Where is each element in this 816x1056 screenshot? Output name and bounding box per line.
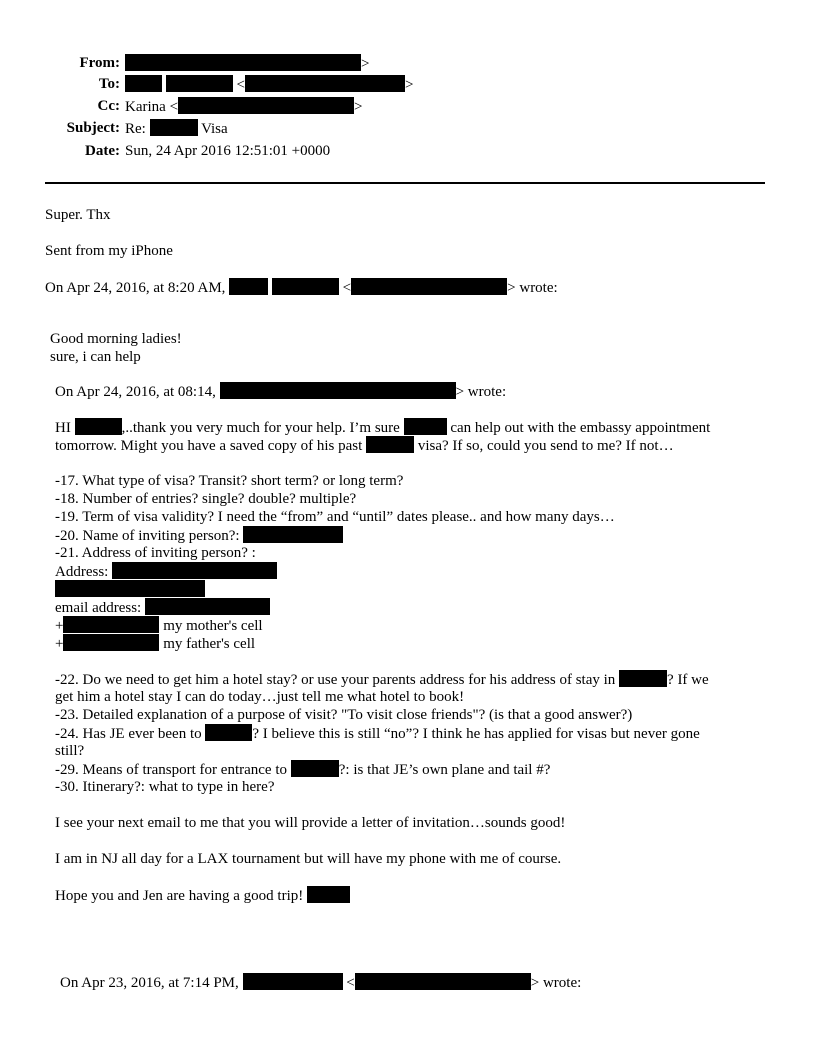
mother-cell-text: my mother's cell	[163, 618, 263, 634]
quote-prefix: On Apr 24, 2016, at 8:20 AM,	[45, 280, 226, 296]
header-divider	[45, 182, 765, 184]
question-22-cont: get him a hotel stay I can do today…just tell me what hotel to book!	[55, 689, 465, 705]
subject-value	[125, 119, 228, 138]
paragraph-trip	[55, 886, 350, 905]
cc-value: Karina < >	[125, 99, 363, 115]
question-23: -23. Detailed explanation of a purpose of visit? "To visit close friends"? (is that a good answer?)	[55, 707, 633, 723]
redaction	[125, 54, 361, 71]
from-value: >	[125, 54, 369, 73]
q22-text: -22. Do we need to get him a hotel stay? or use your parents address for his address of stay in	[55, 672, 616, 688]
cc-name: Karina	[125, 99, 166, 115]
reply-text: Super. Thx	[45, 207, 111, 223]
question-20	[55, 526, 343, 545]
mother-cell-line	[55, 616, 263, 635]
plus-sign: +	[55, 636, 64, 652]
q20-text: -20. Name of inviting person?:	[55, 528, 240, 544]
address-line	[55, 562, 277, 581]
question-22	[55, 670, 709, 689]
trip-text: Hope you and Jen are having a good trip!	[55, 888, 304, 904]
tomorrow-text: tomorrow. Might you have a saved copy of his past	[55, 438, 363, 454]
email-label: email address:	[55, 600, 142, 616]
father-cell-line	[55, 634, 255, 653]
address-line-2	[55, 580, 205, 599]
hi-line	[55, 418, 710, 437]
email-line	[55, 598, 270, 617]
redaction	[178, 97, 354, 114]
tomorrow-line	[55, 436, 674, 455]
signature: Sent from my iPhone	[45, 243, 173, 259]
redaction	[220, 382, 456, 399]
redaction	[63, 616, 159, 633]
q29-rest: ?: is that JE’s own plane and tail #?	[338, 762, 551, 778]
redaction	[355, 973, 531, 990]
hi-rest: ,..thank you very much for your help. I’m sure	[121, 420, 400, 436]
paragraph-tournament: I am in NJ all day for a LAX tournament but will have my phone with me of course.	[55, 851, 562, 867]
redaction	[125, 75, 162, 92]
wrote-text: wrote:	[467, 384, 507, 400]
subject-suffix: Visa	[201, 121, 228, 137]
cc-label: Cc:	[97, 98, 120, 114]
redaction	[150, 119, 198, 136]
redaction	[112, 562, 277, 579]
subject-prefix: Re:	[125, 121, 146, 137]
redaction	[291, 760, 339, 777]
redaction	[366, 436, 414, 453]
redaction	[55, 580, 205, 597]
redaction	[243, 973, 343, 990]
redaction	[229, 278, 268, 295]
redaction	[205, 724, 252, 741]
help-line: sure, i can help	[50, 349, 141, 365]
quote-header-3: On Apr 23, 2016, at 7:14 PM, < > wrote:	[60, 975, 582, 991]
quote-prefix: On Apr 23, 2016, at 7:14 PM,	[60, 975, 239, 991]
redaction	[404, 418, 447, 435]
quote-header-1: On Apr 24, 2016, at 8:20 AM, < > wrote:	[45, 280, 558, 296]
father-cell-text: my father's cell	[163, 636, 256, 652]
address-label: Address:	[55, 564, 109, 580]
question-21: -21. Address of inviting person? :	[55, 545, 256, 561]
q22-rest: ? If we	[667, 672, 709, 688]
to-label: To:	[98, 76, 120, 92]
question-18: -18. Number of entries? single? double? multiple?	[55, 491, 357, 507]
wrote-text: wrote:	[519, 280, 558, 296]
redaction	[75, 418, 122, 435]
wrote-text: wrote:	[542, 975, 582, 991]
from-label: From:	[79, 55, 120, 71]
question-24	[55, 724, 700, 743]
redaction	[272, 278, 339, 295]
hi-rest2: can help out with the embassy appointment	[450, 420, 711, 436]
quote-prefix: On Apr 24, 2016, at 08:14,	[55, 384, 216, 400]
q29-text: -29. Means of transport for entrance to	[55, 762, 288, 778]
question-29	[55, 760, 550, 779]
question-17: -17. What type of visa? Transit? short term? or long term?	[55, 473, 404, 489]
redaction	[307, 886, 350, 903]
quote-header-2: On Apr 24, 2016, at 08:14, > wrote:	[55, 384, 507, 400]
hi-text: HI	[55, 420, 71, 436]
redaction	[145, 598, 270, 615]
greeting: Good morning ladies!	[50, 331, 182, 347]
paragraph-invitation: I see your next email to me that you will provide a letter of invitation…sounds good!	[55, 815, 566, 831]
redaction	[619, 670, 667, 687]
redaction	[245, 75, 405, 92]
question-30: -30. Itinerary?: what to type in here?	[55, 779, 275, 795]
to-value: < >	[125, 75, 413, 94]
q24-text: -24. Has JE ever been to	[55, 726, 202, 742]
question-19: -19. Term of visa validity? I need the “from” and “until” dates please.. and how many days…	[55, 509, 615, 525]
date-label: Date:	[85, 143, 120, 159]
redaction	[166, 75, 233, 92]
tomorrow-rest: visa? If so, could you send to me? If not…	[417, 438, 674, 454]
redaction	[351, 278, 507, 295]
redaction	[243, 526, 343, 543]
subject-label: Subject:	[66, 120, 120, 136]
redaction	[63, 634, 159, 651]
question-24-cont: still?	[55, 743, 85, 759]
q24-rest: ? I believe this is still “no”? I think he has applied for visas but never gone	[252, 726, 700, 742]
plus-sign: +	[55, 618, 64, 634]
date-value: Sun, 24 Apr 2016 12:51:01 +0000	[125, 143, 331, 159]
